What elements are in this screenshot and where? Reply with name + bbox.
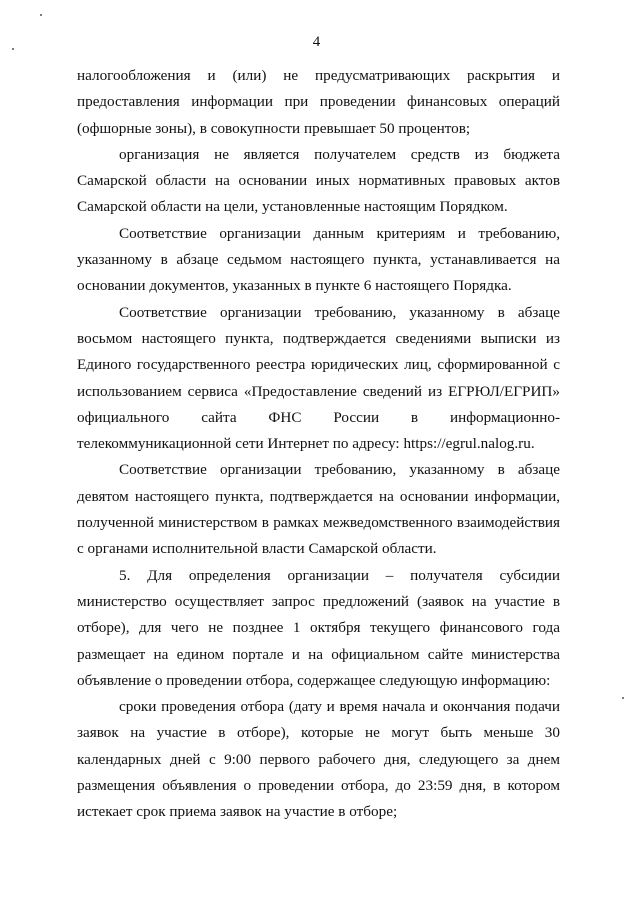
scan-speck	[622, 697, 624, 699]
paragraph-interagency-info: Соответствие организации требованию, указанному в абзаце девятом настоящего пункта, подтверждается на основании информации, полученной министерством в рамках межведомственного взаимодействия с органами исполнительной власти Самарской области.	[77, 461, 560, 558]
paragraph-criteria-compliance: Соответствие организации данным критериям и требованию, указанному в абзаце седьмом настоящего пункта, устанавливается на основании документов, указанных в пункте 6 настоящего Порядка.	[77, 224, 560, 295]
paragraph-item-5-selection: 5. Для определения организации – получателя субсидии министерство осуществляет запрос предложений (заявок на участие в отборе), для чего не позднее 1 октября текущего финансового года размещает на едином портале и на официальном сайте министерства объявление о проведении отбора, содержащее следующую информацию:	[77, 566, 560, 689]
document-body	[77, 63, 560, 826]
scan-speck	[40, 14, 42, 16]
paragraph-offshore-zones: налогообложения и (или) не предусматривающих раскрытия и предоставления информации при проведении финансовых операций (офшорные зоны), в совокупности превышает 50 процентов;	[77, 67, 560, 137]
paragraph-egrul-extract: Соответствие организации требованию, указанному в абзаце восьмом настоящего пункта, подтверждается сведениями выписки из Единого государственного реестра юридических лиц, сформированной с использованием сервиса «Предоставление сведений из ЕГРЮЛ/ЕГРИП» официального сайта ФНС России в информационно-телекоммуникационной сети Интернет по адресу: https://egrul.nalog.ru.	[77, 303, 560, 453]
page-number: 4	[312, 34, 321, 50]
paragraph-budget-funds: организация не является получателем средств из бюджета Самарской области на основании иных нормативных правовых актов Самарской области на цели, установленные настоящим Порядком.	[77, 145, 560, 216]
paragraph-selection-deadlines: сроки проведения отбора (дату и время начала и окончания подачи заявок на участие в отборе), которые не могут быть меньше 30 календарных дней с 9:00 первого рабочего дня, следующего за днем размещения объявления о проведении отбора, до 23:59 дня, в котором истекает срок приема заявок на участие в отборе;	[77, 698, 560, 821]
